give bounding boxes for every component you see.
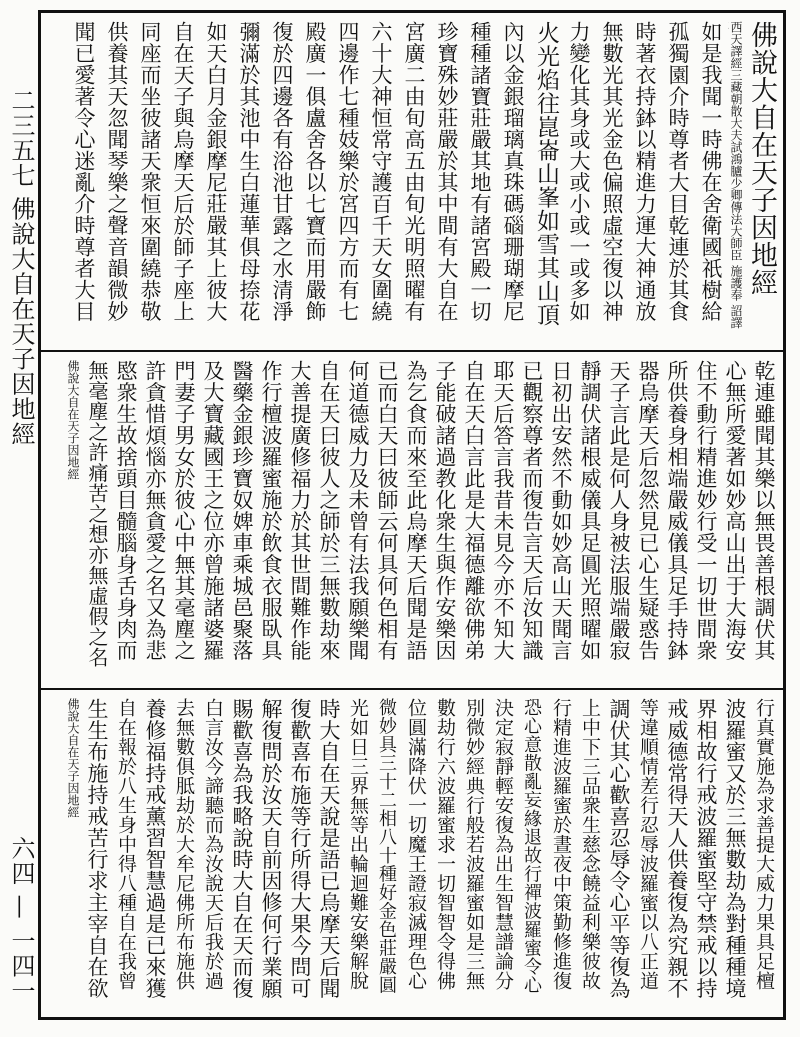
text-column: 復歡喜布施等行所得大果今問可 [288,698,312,999]
text-column: 住不動行精進妙行受一切世間衆 [694,360,718,661]
text-column: 天子言此是何人身被法服端嚴寂 [607,360,631,661]
text-column: 種種諸寶莊嚴其地有諸宮殿一切 [468,21,492,322]
text-column: 所供養身相端嚴威儀具足手持鉢 [665,360,689,661]
text-column: 如是我聞一時佛在舍衛國祇樹給 [699,21,723,322]
text-column: 子能破諸過教化衆生與作安樂因 [433,360,457,661]
text-column: 生生布施持戒苦行求主宰自在欲 [85,698,109,999]
text-column: 孤獨園介時尊者大目乾連於其食 [666,21,690,322]
text-column: 決定寂靜輕安復為出生智慧譜論分 [492,698,514,991]
text-column: 別微妙經典行般若波羅蜜如是三無 [463,698,485,991]
text-column: 復於四邊各有浴池甘露之水清淨 [270,21,294,322]
text-frame [38,10,786,1020]
page-note-column [65,698,81,1011]
text-column: 行真實施為求善提大威力果具足檀 [753,698,775,991]
text-column: 供養其天忽聞琴樂之聲音韻微妙 [105,21,129,322]
text-column: 時著衣持鉢以精進力運大神通放 [633,21,657,322]
page-note-column [65,360,81,682]
text-column: 彌滿於其池中生白蓮華俱母捺花 [237,21,261,322]
text-column: 日初出安然不動如妙高山天聞言 [549,360,573,661]
text-column: 去無數俱胝劫於大牟尼佛所布施供 [173,698,195,991]
text-column: 光如日三界無等出輪迴難安樂解脫 [347,698,369,991]
text-column: 及大寶藏國王之位亦曾施諸婆羅 [201,360,225,661]
margin-volume-title: 二三五七 佛說大自在天子因地經 [7,88,35,447]
text-column: 上中下三品衆生慈念饒益利樂彼故 [579,698,601,991]
text-column: 何道德威力及未曾有法我願樂聞 [346,360,370,661]
text-column: 乾連雖聞其樂以無畏善根調伏其 [752,360,776,661]
text-column: 四邊作七種妓樂於宮四方而有七 [336,21,360,322]
text-column: 自在報於八生身中得八種自在我曾 [115,698,137,991]
text-column: 心無所愛著如妙高山出于大海安 [723,360,747,661]
note-title: 佛說大自在天子因地經 [66,698,80,818]
text-column: 行精進波羅蜜於晝夜中策勤修進復 [550,698,572,991]
panel-2-columns [65,360,777,682]
panel-2 [41,350,783,688]
text-column: 戒威德常得天人供養復為究親不 [665,698,689,999]
text-column: 白言汝今諦聽而為汝說天后我於過 [202,698,224,991]
text-column: 波羅蜜又於三無數劫為對種種境 [723,698,747,999]
text-column: 醫藥金銀珍寶奴婢車乘城邑聚落 [230,360,254,661]
panel-1 [41,13,783,350]
text-column: 同座而坐彼諸天衆恒來圍繞恭敬 [138,21,162,322]
text-column: 解復問於汝天自前因修何行業願 [259,698,283,999]
text-column: 作行檀波羅蜜施於飲食衣服臥具 [259,360,283,661]
text-column: 數劫行六波羅蜜求一切智智令得佛 [434,698,456,991]
text-column: 大善提廣修福力於其世間難作能 [288,360,312,661]
text-column: 時大自在天說是語已烏摩天后聞 [317,698,341,999]
text-column: 火光焰往崑崙山峯如雪其山頂 [533,21,559,327]
text-column: 微妙具三十二相八十種好金色莊嚴圓 [376,698,397,994]
text-column: 無毫塵之許痛苦之想亦無虛假之名 [85,360,109,668]
text-column: 力變化其身或大或小或一或多如 [567,21,591,322]
text-column: 等違順情差行忍辱波羅蜜以八正道 [637,698,659,991]
text-column: 調伏其心歡喜忍辱令心平等復為 [607,698,631,999]
margin-page-number: 六四 — 一四一 [7,836,35,1004]
text-column: 宮廣二由旬高五由旬光明照曜有 [402,21,426,322]
panel-3-columns [65,698,777,1011]
text-column: 聞已愛著令心迷亂介時尊者大目 [72,21,96,322]
text-column: 殿廣一俱盧舍各以七寶而用嚴飾 [303,21,327,322]
translator-credit: 西天譯經三藏朝散大夫試鴻臚少卿傳法大師臣 施護奉 詔譯 [729,21,743,329]
text-column: 器烏摩天后忽然見已心生疑惑告 [636,360,660,661]
text-column: 愍衆生故捨頭目髓腦身舌身肉而 [114,360,138,661]
note-title: 佛說大自在天子因地經 [66,360,80,480]
text-column: 許貪惜煩惱亦無貪愛之名又為悲 [143,360,167,661]
text-column: 恐心意散亂妄緣退故行禪波羅蜜令心 [521,698,542,994]
translator-line [728,21,744,344]
text-column: 自在天曰彼人之師於三無數劫來 [317,360,341,661]
text-column: 界相故行戒波羅蜜堅守禁戒以持 [694,698,718,999]
text-column: 位圓滿降伏一切魔王證寂滅理色心 [405,698,427,991]
text-column: 內以金銀瑠璃真珠碼碯珊瑚摩尼 [501,21,525,322]
text-column: 靜調伏諸根威儀具足圓光照曜如 [578,360,602,661]
text-column: 無數光其光金色偏照虛空復以神 [600,21,624,322]
text-column: 自在天白言此是大福德離欲佛弟 [462,360,486,661]
text-column: 為乞食而來至此烏摩天后聞是語 [404,360,428,661]
text-column: 已觀察尊者而復告言天后汝知識 [520,360,544,661]
text-column: 六十大神恒常守護百千天女圍繞 [369,21,393,322]
text-column: 耶天后答言我昔未見今亦不知大 [491,360,515,661]
sutra-title: 佛說大自在天子因地經 [746,21,777,296]
panel-1-columns [68,21,777,344]
text-column: 養修福持戒薰習智慧過是已來獲 [143,698,167,999]
text-column: 門妻子男女於彼心中無其毫塵之 [172,360,196,661]
text-column: 如天白月金銀摩尼莊嚴其上彼大 [204,21,228,322]
text-column: 已而白天曰彼師云何具何色相有 [375,360,399,661]
text-column: 珍寶殊妙莊嚴於其中間有大自在 [435,21,459,322]
text-column: 賜歡喜為我略說時大自在天而復 [230,698,254,999]
panel-3 [41,688,783,1017]
text-column: 自在天子與烏摩天后於師子座上 [171,21,195,322]
